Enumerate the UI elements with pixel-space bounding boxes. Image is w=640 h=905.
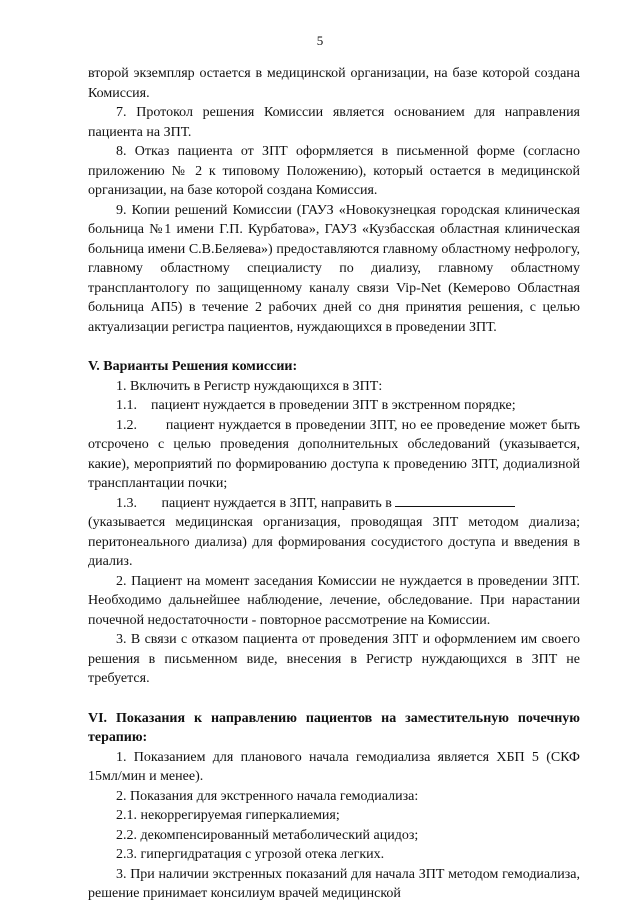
section-v-item-1: 1. Включить в Регистр нуждающихся в ЗПТ: [116,378,383,394]
section-v-item-1-1: 1.1. пациент нуждается в проведении ЗПТ в экстренном порядке; [116,398,516,413]
paragraph-item-8: 8. Отказ пациента от ЗПТ оформляется в письменной форме (согласно приложению № 2 к типовому Положению), который остается в медицинской организации, на базе которой создана Комиссия. [88,144,580,198]
fill-in-blank-line [395,494,515,507]
paragraph-continuation: второй экземпляр остается в медицинской организации, на базе которой создана Комиссия. [88,66,580,101]
section-v-item-1-3 [88,494,580,514]
section-vi-item-2: 2. Показания для экстренного начала гемодиализа: [116,788,419,804]
section-vi-item-1: 1. Показанием для планового начала гемодиализа является ХБП 5 (СКФ 15мл/мин и менее). [88,749,580,784]
section-v-item-1-3-text: 1.3. пациент нуждается в ЗПТ, направить в [116,495,392,511]
section-v-item-1-2: 1.2. пациент нуждается в проведении ЗПТ, но ее проведение может быть отсрочено с целью проведения дополнительных обследований (указывается, какие), мероприятий по формированию доступа к проведению ЗПТ, додиализной трансплантации почки; [88,417,584,491]
page-number: 5 [316,33,324,48]
document-body [88,64,584,904]
section-vi-heading: VI. Показания к направлению пациентов на заместительную почечную терапию: [88,710,580,745]
paragraph-item-9: 9. Копии решений Комиссии (ГАУЗ «Новокузнецкая городская клиническая больница №1 имени Г.П. Курбатова», ГАУЗ «Кузбасская областная клиническая больница имени С.В.Беляева») предоставляются главному областному нефрологу, главному областному специалисту по диализу, главному областному трансплантологу по защищенному каналу связи Vip-Net (Кемерово Областная больница АП5) в течение 2 рабочих дней со дня принятия решения, с целью актуализации регистра пациентов, нуждающихся в проведении ЗПТ. [88,202,580,335]
section-v-heading: V. Варианты Решения комиссии: [88,359,298,374]
section-vi-item-2-1: 2.1. некоррегируемая гиперкалиемия; [116,808,340,823]
section-v-item-3: 3. В связи с отказом пациента от проведения ЗПТ и оформлением им своего решения в письменном виде, внесения в Регистр нуждающихся в ЗПТ не требуется. [88,632,580,686]
section-vi-item-3: 3. При наличии экстренных показаний для начала ЗПТ методом гемодиализа, решение принимает консилиум врачей медицинской [88,866,580,901]
section-v-item-1-3-continuation: (указывается медицинская организация, проводящая ЗПТ методом диализа; перитонеального диализа) для формирования сосудистого доступа и введения в диализ. [88,515,580,569]
section-vi-item-2-3: 2.3. гипергидратация с угрозой отека легких. [116,847,385,862]
section-vi-item-2-2: 2.2. декомпенсированный метаболический ацидоз; [116,827,419,843]
section-v-item-2: 2. Пациент на момент заседания Комиссии не нуждается в проведении ЗПТ. Необходимо дальнейшее наблюдение, лечение, обследование. При нарастании почечной недостаточности - повторное рассмотрение на Комиссии. [88,573,580,628]
paragraph-item-7: 7. Протокол решения Комиссии является основанием для направления пациента на ЗПТ. [88,105,580,140]
